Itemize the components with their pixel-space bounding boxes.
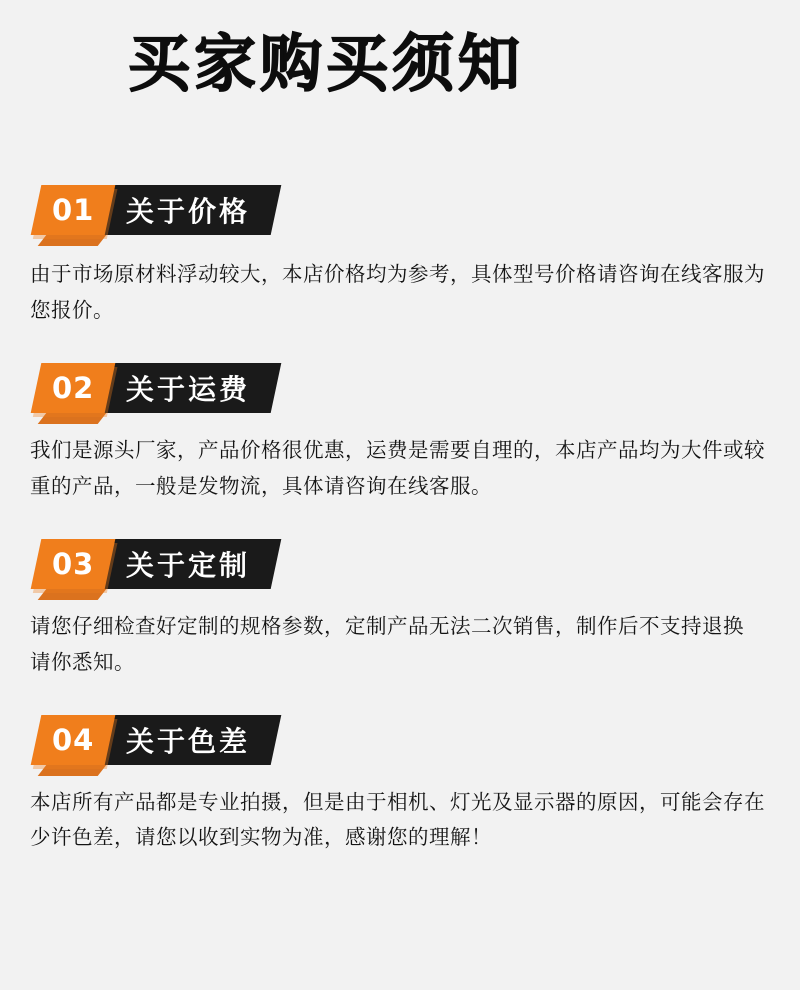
notice-heading-03: 关于定制 [126,548,251,582]
notice-heading-plate-02 [91,363,282,413]
notice-heading-row-03 [30,539,288,589]
notice-body-02: 我们是源头厂家，产品价格很优惠，运费是需要自理的，本店产品均为大件或较重的产品，一般是发物流，具体请咨询在线客服。 [30,438,765,498]
notice-number-03: 03 [51,546,95,581]
notice-heading-row-02 [30,363,288,413]
notice-number-02: 02 [51,371,95,406]
notice-heading-plate-01 [91,185,282,235]
notice-number-01: 01 [51,193,95,228]
badge-shadow-01 [38,235,107,246]
notice-section-01 [30,185,770,329]
notice-body-03: 请您仔细检查好定制的规格参数，定制产品无法二次销售，制作后不支持退换 请你悉知。 [30,613,744,674]
notice-number-04: 04 [51,722,95,757]
notice-section-02 [30,363,770,505]
notice-heading-04: 关于色差 [126,724,251,758]
notice-heading-plate-04 [91,715,282,765]
notice-number-badge-04 [31,715,116,765]
notice-heading-01: 关于价格 [126,195,251,229]
notice-number-badge-03 [31,539,116,589]
notice-heading-02: 关于运费 [126,373,251,407]
notice-heading-plate-03 [91,539,282,589]
notice-body-01: 由于市场原材料浮动较大，本店价格均为参考，具体型号价格请咨询在线客服为您报价。 [30,262,765,323]
notice-section-list [30,185,770,856]
badge-shadow-03 [38,589,107,600]
notice-section-03 [30,539,770,681]
notice-number-badge-02 [31,363,116,413]
notice-heading-row-04 [30,715,288,765]
notice-section-04 [30,715,770,857]
notice-heading-row-01 [30,185,288,235]
badge-shadow-02 [38,413,107,424]
notice-body-04: 本店所有产品都是专业拍摄，但是由于相机、灯光及显示器的原因，可能会存在少许色差，请您以收到实物为准，感谢您的理解！ [30,789,765,850]
page-title: 买家购买须知 [128,27,525,100]
notice-number-badge-01 [31,185,116,235]
badge-shadow-04 [38,765,107,776]
